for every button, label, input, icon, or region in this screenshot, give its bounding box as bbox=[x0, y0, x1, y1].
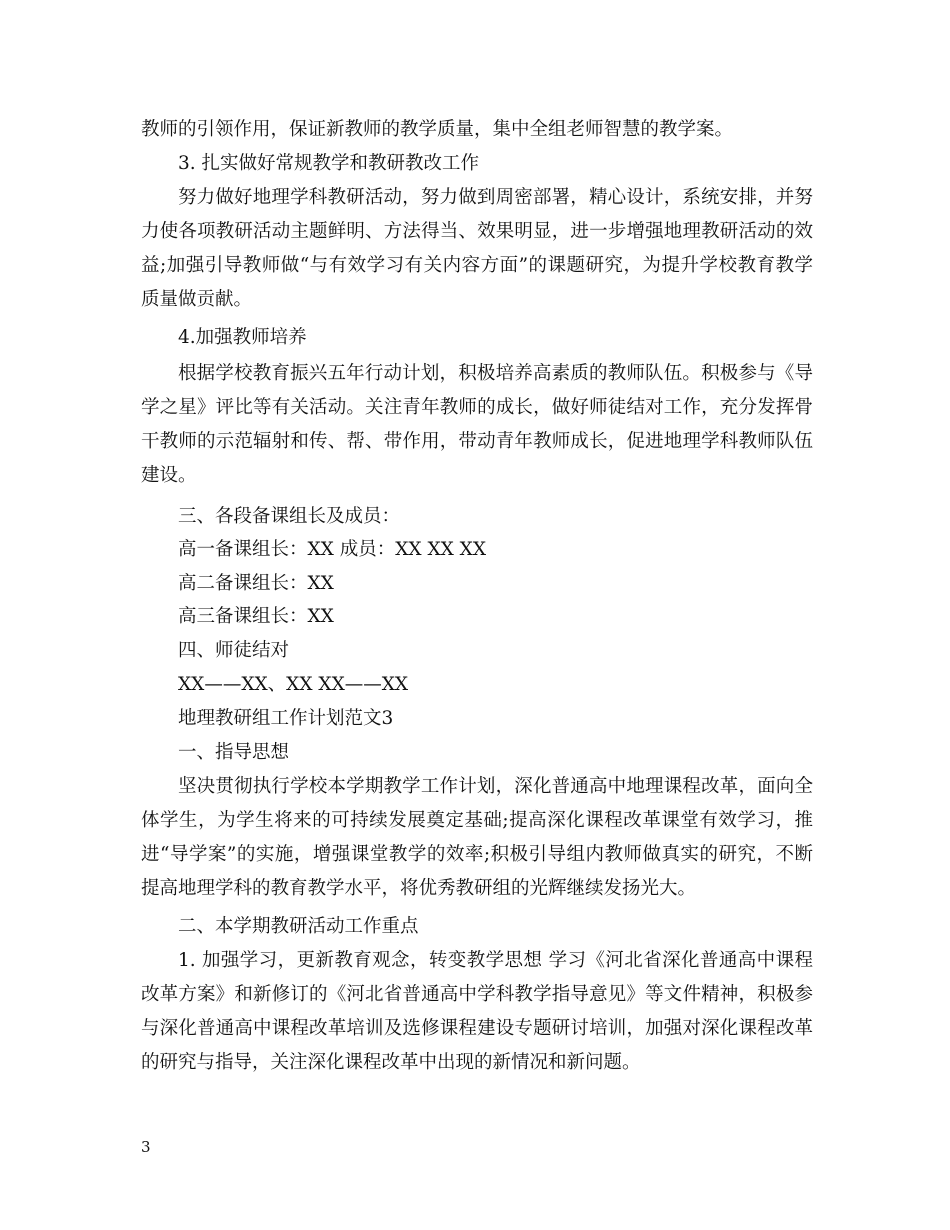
section-title-sample-3: 地理教研组工作计划范文3 bbox=[178, 708, 394, 729]
paragraph-teacher-training: 根据学校教育振兴五年行动计划，积极培养高素质的教师队伍。积极参与《导学之星》评比等有关活动。关注青年教师的成长，做好师徒结对工作，充分发挥骨干教师的示范辐射和传、帮、带作用，带动青年教师成长，促进地理学科教师队伍建设。 bbox=[141, 363, 813, 486]
paragraph-strengthen-learning: 1. 加强学习，更新教育观念，转变教学思想 学习《河北省深化普通高中课程改革方案》和新修订的《河北省普通高中学科教学指导意见》等文件精神，积极参与深化普通高中课程改革培训及选修课程建设专题研讨培训，加强对深化课程改革的研究与指导，关注深化课程改革中出现的新情况和新问题。 bbox=[141, 950, 813, 1073]
mentorship-pairs: XX——XX、XX XX——XX bbox=[178, 674, 409, 695]
grade-two-leader: 高二备课组长：XX bbox=[178, 573, 334, 594]
heading-teacher-training: 4.加强教师培养 bbox=[178, 327, 307, 348]
paragraph-teaching-research: 努力做好地理学科教研活动，努力做到周密部署，精心设计，系统安排，并努力使各项教研活动主题鲜明、方法得当、效果明显，进一步增强地理教研活动的效益;加强引导教师做“与有效学习有关内容方面”的课题研究，为提升学校教育教学质量做贡献。 bbox=[141, 187, 813, 310]
heading-key-work: 二、本学期教研活动工作重点 bbox=[178, 916, 419, 937]
heading-mentorship: 四、师徒结对 bbox=[178, 640, 290, 661]
heading-guiding-ideology: 一、指导思想 bbox=[178, 742, 290, 763]
grade-three-leader: 高三备课组长：XX bbox=[178, 606, 334, 627]
paragraph-guiding-ideology: 坚决贯彻执行学校本学期教学工作计划，深化普通高中地理课程改革，面向全体学生，为学生将来的可持续发展奠定基础;提高深化课程改革课堂有效学习，推进“导学案”的实施，增强课堂教学的效率;积极引导组内教师做真实的研究，不断提高地理学科的教育教学水平，将优秀教研组的光辉继续发扬光大。 bbox=[141, 776, 813, 899]
grade-one-leader: 高一备课组长：XX 成员：XX XX XX bbox=[178, 539, 487, 560]
heading-group-leaders: 三、各段备课组长及成员： bbox=[178, 506, 401, 527]
paragraph-continuation: 教师的引领作用，保证新教师的教学质量，集中全组老师智慧的教学案。 bbox=[141, 119, 734, 140]
heading-routine-teaching: 3. 扎实做好常规教学和教研教改工作 bbox=[178, 153, 480, 174]
page-number: 3 bbox=[141, 1138, 151, 1156]
